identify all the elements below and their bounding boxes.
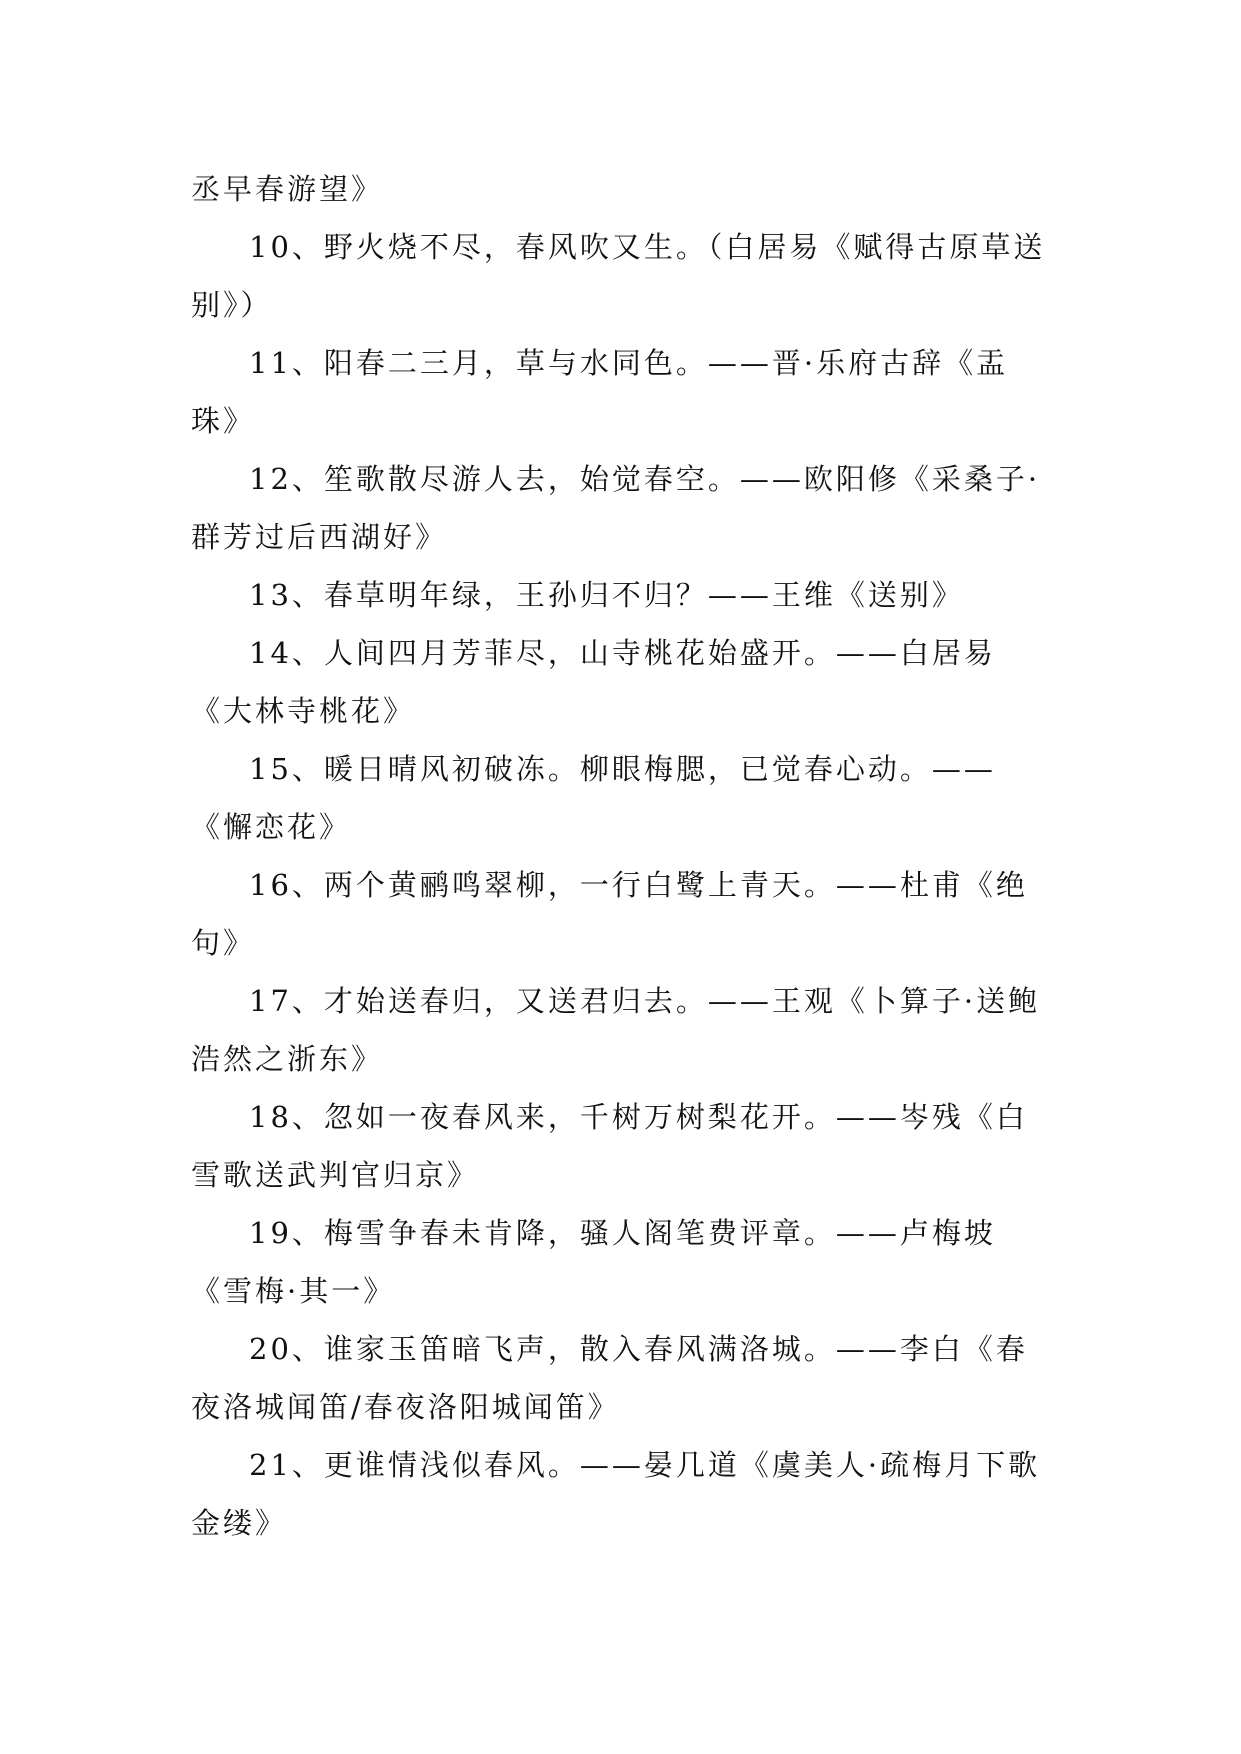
paragraph-item-10: 10、野火烧不尽，春风吹又生。（白居易《赋得古原草送别》） [191, 230, 1046, 322]
paragraph-continuation: 丞早春游望》 [191, 172, 384, 206]
paragraph-item-14: 14、人间四月芳菲尽，山寺桃花始盛开。——白居易《大林寺桃花》 [191, 636, 996, 728]
paragraph-item-12: 12、笙歌散尽游人去，始觉春空。——欧阳修《采桑子·群芳过后西湖好》 [191, 462, 1041, 554]
paragraph-item-16: 16、两个黄鹂鸣翠柳，一行白鹭上青天。——杜甫《绝句》 [191, 868, 1028, 960]
paragraph-item-15: 15、暖日晴风初破冻。柳眼梅腮，已觉春心动。——《懈恋花》 [191, 752, 996, 844]
document-body [191, 160, 1051, 1552]
paragraph-item-19: 19、梅雪争春未肯降，骚人阁笔费评章。——卢梅坡《雪梅·其一》 [191, 1216, 996, 1308]
paragraph-item-11: 11、阳春二三月，草与水同色。——晋·乐府古辞《盂珠》 [191, 346, 1009, 438]
paragraph-item-18: 18、忽如一夜春风来，千树万树梨花开。——岑残《白雪歌送武判官归京》 [191, 1100, 1028, 1192]
paragraph-item-13: 13、春草明年绿，王孙归不归？——王维《送别》 [249, 578, 964, 612]
paragraph-item-20: 20、谁家玉笛暗飞声，散入春风满洛城。——李白《春夜洛城闻笛/春夜洛阳城闻笛》 [191, 1332, 1028, 1424]
paragraph-item-21: 21、更谁情浅似春风。——晏几道《虞美人·疏梅月下歌金缕》 [191, 1448, 1041, 1540]
paragraph-item-17: 17、才始送春归，又送君归去。——王观《卜算子·送鲍浩然之浙东》 [191, 984, 1041, 1076]
